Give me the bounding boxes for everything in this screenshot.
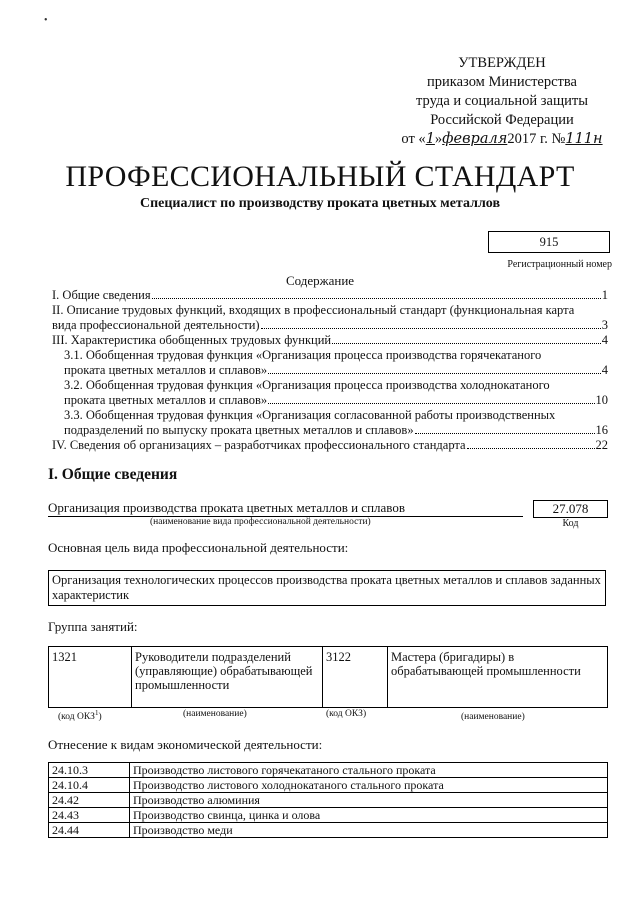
econ-label: Отнесение к видам экономической деятельности:	[48, 737, 323, 752]
table-row	[49, 808, 608, 823]
section-heading: I. Общие сведения	[48, 466, 178, 483]
econ-table	[48, 762, 608, 838]
toc-item[interactable]	[52, 288, 608, 303]
econ-name: Производство меди	[130, 823, 608, 838]
footnote-mark: 1	[94, 709, 99, 717]
corner-mark: •	[44, 15, 48, 26]
activity-caption: (наименование вида профессиональной деятельности)	[150, 517, 371, 527]
econ-code: 24.44	[49, 823, 130, 838]
handwritten-day: 1	[425, 131, 435, 147]
goal-label: Основная цель вида профессиональной деятельности:	[48, 540, 349, 555]
occupation-label: Группа занятий:	[48, 619, 138, 634]
toc-item-page: 4	[601, 333, 608, 347]
document-subtitle: Специалист по производству проката цветных металлов	[139, 196, 501, 211]
occ-caption-code	[58, 709, 102, 722]
toc-item-text: подразделений по выпуску проката цветных металлов и сплавов»	[64, 423, 414, 437]
approval-line: приказом Министерства	[427, 74, 577, 90]
table-of-contents	[52, 288, 608, 453]
occupation-table	[48, 646, 608, 708]
toc-item-page: 22	[595, 438, 608, 452]
toc-item-first-line: II. Описание трудовых функций, входящих в профессиональный стандарт (функциональная карта	[52, 303, 575, 317]
toc-heading: Содержание	[285, 273, 355, 288]
table-row	[49, 823, 608, 838]
toc-item-page: 1	[601, 288, 608, 302]
goal-text: Организация технологических процессов производства проката цветных металлов и сплавов заданных характеристик	[48, 570, 606, 606]
caption-text: )	[98, 712, 102, 723]
toc-item[interactable]	[52, 363, 608, 378]
econ-name: Производство свинца, цинка и олова	[130, 808, 608, 823]
toc-item[interactable]	[52, 333, 608, 348]
toc-item-text: I. Общие сведения	[52, 288, 151, 302]
toc-item[interactable]	[52, 393, 608, 408]
date-prefix: от «	[401, 131, 426, 147]
activity-code: 27.078	[533, 500, 608, 518]
econ-code: 24.10.4	[49, 778, 130, 793]
occupation-code: 3122	[323, 647, 388, 708]
registration-number: 915	[488, 231, 610, 253]
code-caption: Код	[562, 518, 579, 529]
registration-label: Регистрационный номер	[507, 259, 612, 270]
approval-line: Российской Федерации	[430, 112, 574, 128]
occupation-code: 1321	[49, 647, 132, 708]
econ-name: Производство листового горячекатаного стального проката	[130, 763, 608, 778]
toc-item[interactable]	[52, 318, 608, 333]
toc-item-text: проката цветных металлов и сплавов»	[64, 363, 268, 377]
date-year: 2017 г. №	[507, 131, 566, 147]
approval-line: труда и социальной защиты	[416, 93, 588, 109]
toc-item-text: проката цветных металлов и сплавов»	[64, 393, 268, 407]
handwritten-number: 111н	[565, 131, 603, 147]
toc-item-text: вида профессиональной деятельности)	[52, 318, 260, 332]
econ-code: 24.43	[49, 808, 130, 823]
document-title: ПРОФЕССИОНАЛЬНЫЙ СТАНДАРТ	[65, 160, 575, 193]
toc-item[interactable]	[52, 423, 608, 438]
occ-caption-name: (наименование)	[461, 712, 525, 722]
occupation-name: Руководители подразделений (управляющие) обрабатывающей промышленности	[132, 647, 323, 708]
occ-caption-name: (наименование)	[183, 709, 247, 719]
handwritten-month: февраля	[442, 131, 508, 147]
econ-name: Производство алюминия	[130, 793, 608, 808]
toc-item-page: 10	[595, 393, 608, 407]
table-row	[49, 793, 608, 808]
toc-item-first-line: 3.3. Обобщенная трудовая функция «Организация согласованной работы производственных	[64, 408, 556, 422]
toc-item-text: IV. Сведения об организациях – разработчиках профессионального стандарта	[52, 438, 466, 452]
toc-item-page: 4	[601, 363, 608, 377]
approval-line: УТВЕРЖДЕН	[458, 55, 546, 71]
activity-name: Организация производства проката цветных металлов и сплавов	[48, 500, 523, 517]
toc-item-text: III. Характеристика обобщенных трудовых функций	[52, 333, 332, 347]
toc-item-first-line: 3.1. Обобщенная трудовая функция «Организация процесса производства горячекатаного	[64, 348, 542, 362]
approval-date	[382, 130, 622, 149]
approval-block	[382, 54, 622, 149]
econ-name: Производство листового холоднокатаного стального проката	[130, 778, 608, 793]
table-row	[49, 778, 608, 793]
occupation-name: Мастера (бригадиры) в обрабатывающей промышленности	[388, 647, 608, 708]
toc-item[interactable]	[52, 438, 608, 453]
toc-item-first-line: 3.2. Обобщенная трудовая функция «Организация процесса производства холоднокатаного	[64, 378, 550, 392]
econ-code: 24.42	[49, 793, 130, 808]
table-row	[49, 763, 608, 778]
econ-code: 24.10.3	[49, 763, 130, 778]
table-row	[49, 647, 608, 708]
toc-item-page: 3	[601, 318, 608, 332]
toc-item-page: 16	[595, 423, 608, 437]
date-mid: »	[434, 131, 443, 147]
occ-caption-code: (код ОКЗ)	[326, 709, 367, 719]
caption-text: (код ОКЗ	[58, 712, 95, 723]
